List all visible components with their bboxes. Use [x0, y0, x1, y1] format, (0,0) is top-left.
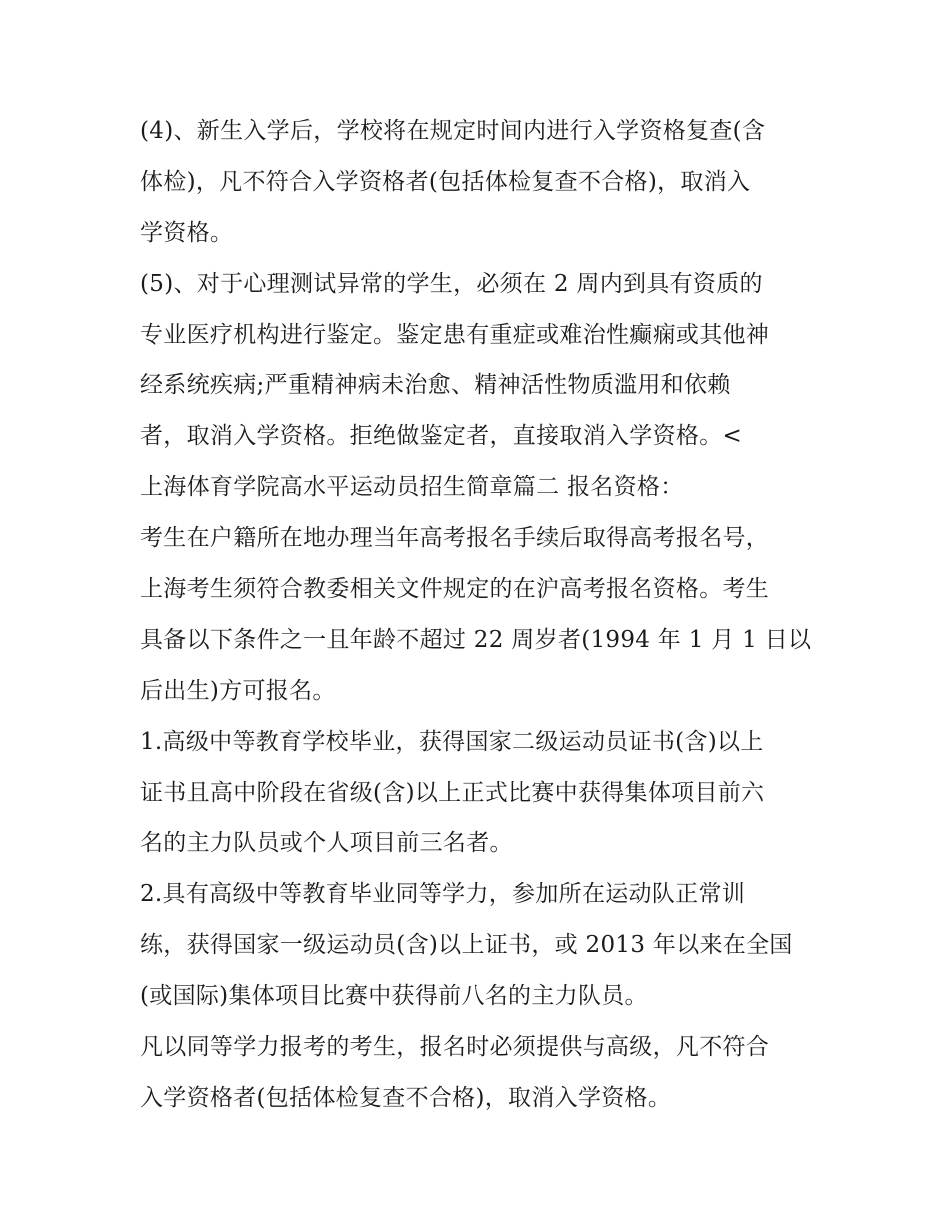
text-line: 练，获得国家一级运动员(含)以上证书，或 2013 年以来在全国: [140, 932, 793, 959]
text-line: 专业医疗机构进行鉴定。鉴定患有重症或难治性癫痫或其他神: [140, 321, 770, 348]
text-line: 经系统疾病;严重精神病未治愈、精神活性物质滥用和依赖: [140, 372, 731, 399]
list-item: 2.具有高级中等教育毕业同等学力，参加所在运动队正常训: [140, 881, 746, 908]
document-body: [140, 106, 830, 1124]
text-line: 证书且高中阶段在省级(含)以上正式比赛中获得集体项目前六: [140, 779, 765, 806]
text-line: 学资格。: [140, 219, 234, 246]
text-line: 后出生)方可报名。: [140, 677, 336, 704]
text-line: 具备以下条件之一且年龄不超过 22 周岁者(1994 年 1 月 1 日以: [140, 626, 812, 653]
text-line: (5)、对于心理测试异常的学生，必须在 2 周内到具有资质的: [140, 270, 763, 297]
text-line: 者，取消入学资格。拒绝做鉴定者，直接取消入学资格。<: [140, 423, 743, 450]
text-line: 入学资格者(包括体检复查不合格)，取消入学资格。: [140, 1084, 672, 1111]
text-line: 凡以同等学力报考的考生，报名时必须提供与高级，凡不符合: [140, 1034, 770, 1061]
text-line: 上海考生须符合教委相关文件规定的在沪高考报名资格。考生: [140, 576, 770, 603]
list-item: 1.高级中等教育学校毕业，获得国家二级运动员证书(含)以上: [140, 728, 764, 755]
section-heading: 上海体育学院高水平运动员招生简章篇二 报名资格：: [140, 474, 684, 501]
text-line: 体检)，凡不符合入学资格者(包括体检复查不合格)，取消入: [140, 168, 751, 195]
text-line: (4)、新生入学后，学校将在规定时间内进行入学资格复查(含: [140, 118, 766, 144]
text-line: (或国际)集体项目比赛中获得前八名的主力队员。: [140, 983, 648, 1010]
text-line: 考生在户籍所在地办理当年高考报名手续后取得高考报名号，: [140, 525, 770, 552]
text-line: 名的主力队员或个人项目前三名者。: [140, 830, 513, 857]
